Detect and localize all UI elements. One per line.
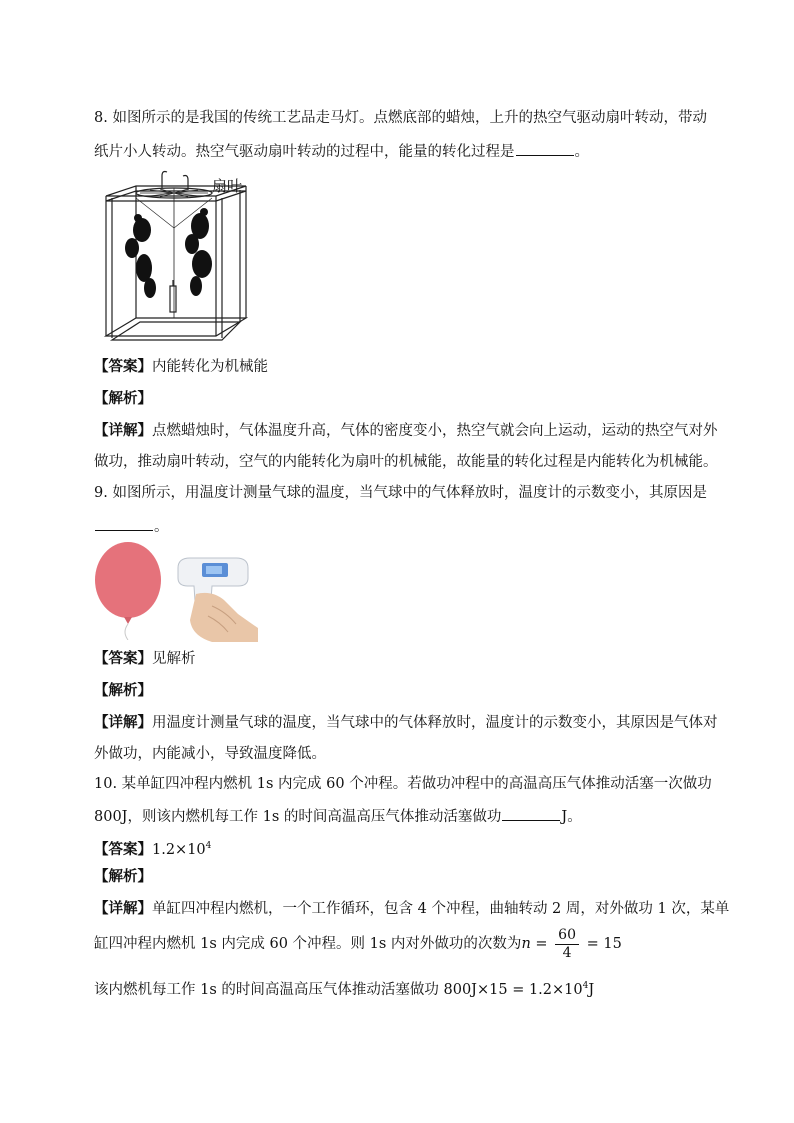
detail-tag: 【详解】: [94, 900, 152, 917]
detail-text: 缸四冲程内燃机 1s 内完成 60 个冲程。则 1s 内对外做功的次数为: [94, 936, 522, 952]
answer-blank: [516, 141, 574, 156]
detail-exponent: 4: [582, 981, 589, 991]
answer-exponent: 4: [205, 841, 212, 851]
answer-tag: 【答案】: [94, 358, 152, 375]
q10-stem-end: J。: [561, 809, 582, 825]
q8-analysis-tag: 【解析】: [94, 390, 152, 407]
answer-tag: 【答案】: [94, 650, 152, 667]
detail-text: 用温度计测量气球的温度，当气球中的气体释放时，温度计的示数变小，其原因是气体对: [152, 715, 718, 731]
equation-result: = 15: [581, 936, 622, 952]
q8-stem-line2: [94, 141, 589, 162]
answer-text: 见解析: [152, 651, 196, 667]
fraction: [555, 927, 579, 962]
detail-text: 单缸四冲程内燃机，一个工作循环，包含 4 个冲程，曲轴转动 2 周，对外做功 1 次，某单: [152, 901, 730, 917]
q10-stem-text: 800J，则该内燃机每工作 1s 的时间高温高压气体推动活塞做功: [94, 809, 502, 825]
detail-text: 点燃蜡烛时，气体温度升高，气体的密度变小，热空气就会向上运动，运动的热空气对外: [152, 423, 718, 439]
q10-answer: [94, 836, 211, 860]
detail-unit: J: [588, 981, 595, 998]
q9-answer: [94, 649, 196, 669]
detail-tag: 【详解】: [94, 422, 152, 439]
q8-detail-line1: [94, 421, 718, 441]
q8-stem-line1: 8. 如图所示的是我国的传统工艺品走马灯。点燃底部的蜡烛，上升的热空气驱动扇叶转动，带动: [94, 110, 707, 126]
answer-base: 1.2×10: [152, 841, 206, 858]
detail-text: 该内燃机每工作 1s 的时间高温高压气体推动活塞做功 800J×15 = 1.2×10: [94, 981, 583, 998]
fraction-numerator: 60: [555, 927, 579, 945]
q10-detail-line1: [94, 899, 729, 919]
q10-detail-line3: [94, 976, 594, 1000]
equation-equals: =: [530, 936, 553, 952]
fraction-denominator: 4: [562, 944, 572, 961]
balloon-image: [92, 540, 164, 640]
q9-stem-end: 。: [154, 519, 169, 535]
detail-tag: 【详解】: [94, 714, 152, 731]
infrared-thermometer-image: [172, 554, 262, 642]
q9-analysis-tag: 【解析】: [94, 682, 152, 699]
equation-variable: n: [521, 936, 531, 952]
answer-text: 内能转化为机械能: [152, 359, 268, 375]
answer-blank: [95, 516, 153, 531]
q8-answer: [94, 357, 268, 377]
answer-tag: 【答案】: [94, 840, 152, 858]
q8-stem-text: 纸片小人转动。热空气驱动扇叶转动的过程中，能量的转化过程是: [94, 144, 515, 160]
q8-stem-end: 。: [574, 144, 589, 160]
q10-stem-line1: 10. 某单缸四冲程内燃机 1s 内完成 60 个冲程。若做功冲程中的高温高压气体推动活塞一次做功: [94, 776, 712, 792]
fan-blade-label: 扇叶: [212, 177, 243, 195]
q8-detail-line2: 做功，推动扇叶转动，空气的内能转化为扇叶的机械能，故能量的转化过程是内能转化为机械能。: [94, 454, 718, 470]
q9-detail-line2: 外做功，内能减小，导致温度降低。: [94, 746, 326, 762]
q9-detail-line1: [94, 713, 718, 733]
q10-stem-line2: [94, 806, 582, 827]
q10-detail-line2: [94, 926, 622, 962]
answer-blank: [502, 806, 560, 821]
q10-analysis-tag: 【解析】: [94, 868, 152, 885]
q9-stem-line1: 9. 如图所示，用温度计测量气球的温度，当气球中的气体释放时，温度计的示数变小，其原因是: [94, 485, 707, 501]
q9-stem-line2: [94, 516, 169, 537]
